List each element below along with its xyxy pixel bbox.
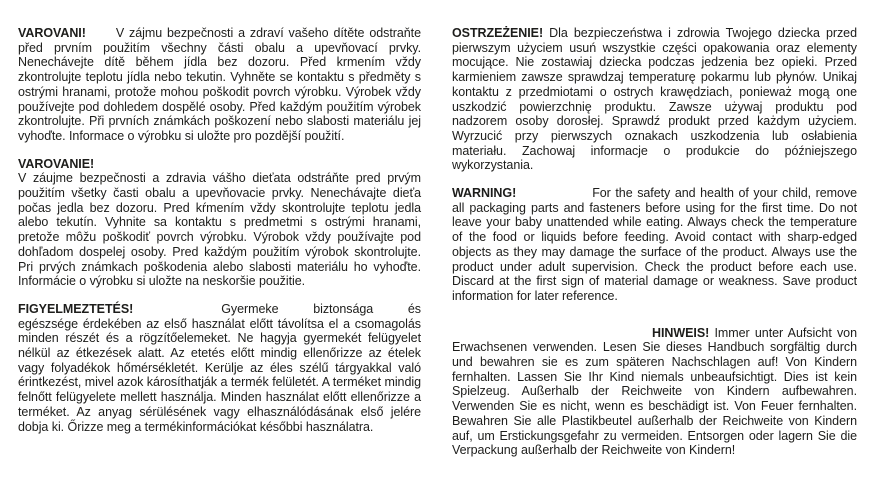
heading-gap bbox=[516, 196, 592, 197]
polish-warning-body: Dla bezpieczeństwa i zdrowia Twojego dziecka przed pierwszym użyciem usuń wszystkie części opakowania oraz elementy mocujące. Nie zostawiaj dziecka podczas jedzenia bez opieki. Przed karmieniem zawsze sprawdzaj temperaturę pokarmu lub płynów. Unikaj kontaktu z przedmiotami o ostrych krawędziach, ponieważ mogą one uszkodzić powierzchnię produktu. Zawsze używaj produktu pod nadzorem osoby dorosłej. Sprawdź produkt przed każdym użyciem. Wyrzucić przy pierwszych oznakach uszkodzenia lub osłabienia materiału. Zachowaj informacje o produkcie do późniejszego wykorzystania. bbox=[452, 26, 857, 173]
german-notice-body: Immer unter Aufsicht von Erwachsenen verwenden. Lesen Sie dieses Handbuch sorgfältig durch und bewahren sie es zum späteren Nachschlagen auf! Von Kindern fernhalten. Lassen Sie Ihr Kind niemals unbeaufsichtigt. Dies ist kein Spielzeug. Außerhalb der Reichweite von Kindern aufbewahren. Verwenden Sie es nicht, wenn es beschädigt ist. Von Feuer fernhalten. Bewahren Sie alle Plastikbeutel außerhalb der Reichweite von Kindern auf, um Erstickungsgefahr zu vermeiden. Entsorgen oder lagern Sie die Verpackung außerhalb der Reichweite von Kindern! bbox=[452, 325, 857, 458]
english-warning-body: For the safety and health of your child, remove all packaging parts and fasteners before using for the first time. Do not leave your baby unattended while eating. Always check the temperature of the food or liquids before feeding. Avoid contact with sharp-edged objects as they may damage the surface of the product. Always use the product under adult supervision. Check the product before each use. Discard at the first sign of material damage or weakness. Save product information for later reference. bbox=[452, 186, 857, 303]
section-czech-warning bbox=[18, 26, 421, 144]
polish-warning-heading: OSTRZEŻENIE! bbox=[452, 26, 544, 40]
hungarian-warning-heading: FIGYELMEZTETÉS! bbox=[18, 301, 134, 316]
slovak-warning-body: V záujme bezpečnosti a zdravia vášho dieťata odstráňte pred prvým použitím všetky časti obalu a upevňovacie prvky. Nenechávajte dieťa počas jedla bez dozoru. Pred kŕmením vždy skontrolujte teplotu jedla alebo tekutín. Vyhnite sa kontaktu s predmetmi s ostrými hranami, pretože môžu poškodiť povrch výrobku. Výrobok vždy používajte pod dohľadom dospelej osoby. Pred každým použitím výrobok skontrolujte. Pri prvých známkach poškodenia alebo slabosti materiálu ho vyhoďte. Informácie o výrobku si uložte na neskoršie použitie. bbox=[18, 171, 421, 289]
section-english-warning bbox=[452, 186, 857, 304]
hungarian-warning-body: Gyermeke biztonsága és egészsége érdekében az első használat előtt távolítsa el a csomagolás minden részét és a rögzítőelemeket. Ne hagyja gyermekét felügyelet nélkül az étkezések alatt. Az etetés előtt mindig ellenőrizze az ételek vagy folyadékok hőmérsékletét. Kerülje az éles szélű tárgyakkal való érintkezést, mivel azok károsíthatják a termék felületét. A terméket mindig felnőtt felügyelete mellett használja. Minden használat előtt ellenőrizze a terméket. Az anyag sérülésének vagy elhasználódásának első jelére dobja ki. Őrizze meg a termékinformációkat későbbi használatra. bbox=[18, 301, 421, 434]
czech-warning-heading: VAROVANI! bbox=[18, 26, 86, 40]
right-column bbox=[452, 26, 857, 494]
heading-gap bbox=[133, 312, 221, 313]
english-warning-heading: WARNING! bbox=[452, 186, 517, 201]
czech-warning-body: V zájmu bezpečnosti a zdraví vašeho dítěte odstraňte před prvním použitím všechny části obalu a upevňovací prvky. Nenechávejte dítě během jídla bez dozoru. Před krmením vždy zkontrolujte teplotu jídla nebo tekutin. Vyhněte se kontaktu s předměty s ostrými hranami, protože mohou poškodit povrch výrobku. Výrobek vždy používejte pod dohledem dospělé osoby. Před každým použitím výrobek zkontrolujte. Při prvních známkách poškození nebo slabosti materiálu jej vyhoďte. Informace o výrobku si uložte pro pozdější použití. bbox=[18, 26, 421, 143]
section-german-notice bbox=[452, 326, 857, 458]
section-polish-warning bbox=[452, 26, 857, 173]
german-notice-heading: HINWEIS! bbox=[652, 325, 710, 340]
section-slovak-warning bbox=[18, 157, 421, 289]
slovak-warning-heading: VAROVANIE! bbox=[18, 156, 95, 171]
heading-gap bbox=[86, 36, 116, 37]
left-column bbox=[18, 26, 421, 494]
section-hungarian-warning bbox=[18, 302, 421, 434]
